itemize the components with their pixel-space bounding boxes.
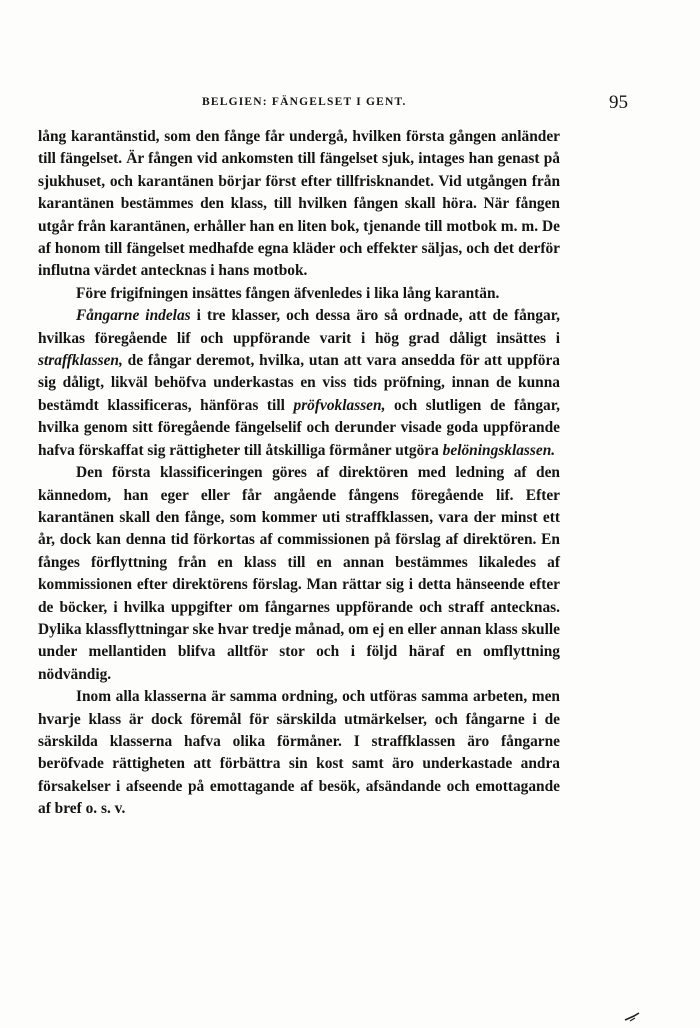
italic-lead: Fångarne indelas — [76, 307, 191, 325]
body-text — [38, 126, 560, 821]
paragraph-3-text-1: i tre klasser, och dessa äro så ordnade, att de fångar, hvilkas föregående lif och uppförande varit i hög grad dåligt insättes i — [38, 307, 560, 347]
paragraph-1: lång karantänstid, som den fånge får undergå, hvilken första gången anländer till fängelset. Är fången vid ankomsten till fängelset sjuk, intages han genast på sjukhuset, och karantänen börjar först efter tillfrisknandet. Vid utgången från karantänen bestämmes den klass, till hvilken fången skall höra. När fången utgår från karantänen, erhåller han en liten bok, tjenande till motbok m. m. De af honom till fängelset medhafde egna kläder och effekter säljas, och det derför influtna värdet antecknas i hans motbok. — [38, 128, 560, 280]
page-number: 95 — [609, 92, 628, 113]
paragraph-3-text-3: och slutligen de fångar, hvilka genom sitt föregående fängelselif och derunder visade goda uppförande hafva förskaffat sig rättigheter till åtskilliga förmåner utgöra — [38, 396, 560, 459]
italic-term-profvoklassen: pröfvoklassen, — [293, 396, 386, 414]
paragraph-2: Före frigifningen insättes fången äfvenledes i lika lång karantän. — [76, 284, 500, 302]
paragraph-3 — [38, 305, 560, 462]
page-header — [72, 92, 628, 120]
ink-mark-icon — [624, 1012, 640, 1022]
running-title: BELGIEN: FÄNGELSET I GENT. — [202, 96, 407, 108]
paragraph-5: Inom alla klasserna är samma ordning, och utföras samma arbeten, men hvarje klass är dock föremål för särskilda utmärkelser, och fångarne i de särskilda klasserna hafva olika förmåner. I straffklassen äro fångarne beröfvade rättigheten att förbättra sin kost samt äro underkastade andra försakelser i afseende på emottagande af besök, afsändande och emottagande af bref o. s. v. — [38, 688, 560, 818]
italic-term-straffklassen: straffklassen, — [38, 352, 123, 370]
italic-term-beloningsklassen: belöningsklassen. — [442, 441, 556, 459]
paragraph-4: Den första klassificeringen göres af direktören med ledning af den kännedom, han eger eller får angående fångens föregående lif. Efter karantänen skall den fånge, som kommer uti straffklassen, vara der minst ett år, dock kan denna tid förkortas af commissionen på förslag af direktören. En fånges förflyttning från en klass till en annan bestämmes likaledes af kommissionen efter direktörens förslag. Man rättar sig i detta hänseende efter de böcker, i hvilka uppgifter om fångarnes uppförande och straff antecknas. Dylika klassflyttningar ske hvar tredje månad, om ej en eller annan klass skulle under mellantiden blifva alltför stor och i följd häraf en omflyttning nödvändig. — [38, 464, 560, 683]
paragraph-3-text-2: de fångar deremot, hvilka, utan att vara ansedda för att uppföra sig dåligt, likväl behöfva underkastas en viss tids pröfning, innan de kunna bestämdt klassificeras, hänföras till — [38, 352, 560, 414]
